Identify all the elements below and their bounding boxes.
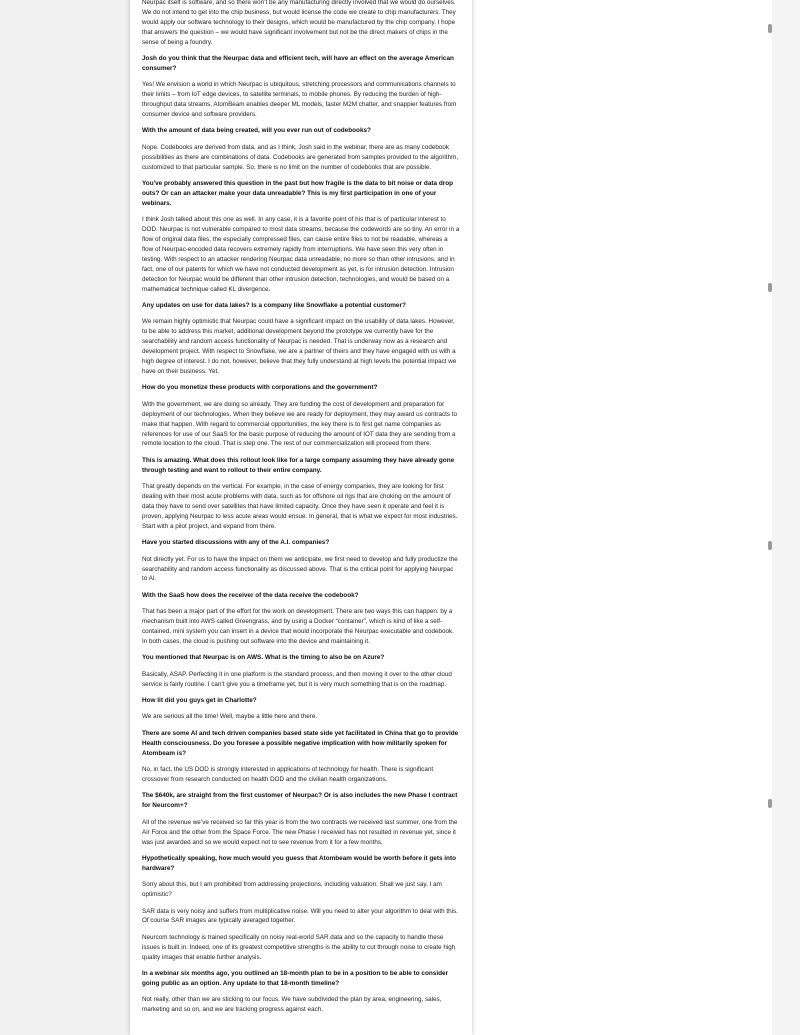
answer-paragraph: Yes! We envision a world in which Neurpac is ubiquitous, stretching processors and communications channels to their limits – from IoT edge devices, to satellite terminals, to mobile phones. By reducing the burden of high-throughput data streams, AtomBeam enables deeper ML models, faster M2M chatter, and snappier features from consumer device and software providers.	[142, 81, 457, 119]
answer-paragraph: We remain highly optimistic that Neurpac could have a significant impact on the usability of data lakes. However, to be able to address this market, additional development beyond the prototype we currently have for the searchability and random access functionality of Neurpac is needed. That is underway now as a research and development project. With respect to Snowflake, we are a partner of theirs and they have engaged with us with a high degree of interest. I do not, however, believe that they fully understand at high levels the potential impact we have on their business. Yet.	[142, 318, 457, 375]
question-heading: How do you monetize these products with corporations and the government?	[142, 384, 378, 392]
answer-paragraph: Basically, ASAP. Perfecting it in one platform is the standard process, and then moving it over to the other cloud service is fairly routine. I can’t give you a timeframe yet, but it is very much something that is on the roadmap.	[142, 670, 452, 688]
answer-paragraph: Neurpac itself is software, and so there won’t be any manufacturing directly involved that we would do ourselves. We do not intend to get into the chip business, but would license the code we create to chip manufacturers. They would apply our software technology to their designs, which would be manufactured by the chip company. I hope that answers the question – we would have significant involvement but not be the direct makers of chips in the sense of being a foundry.	[142, 0, 456, 46]
answer-paragraph: With the government, we are doing so already. They are funding the cost of development and preparation for deployment of our technologies. When they believe we are ready for deployment, they may award us contracts to make that happen. With regard to commercial opportunities, the key there is to first get name companies as references for use of our SaaS for the basic purpose of reducing the amount of IOT data they are sending from a remote location to the cloud. That is step one. The rest of our commercialization will proceed from there.	[142, 400, 458, 448]
answer-paragraph: Nope. Codebooks are derived from data, and as I think, Josh said in the webinar, there are as many codebook possibilities as there are combinations of data. Codebooks are generated from samples provided to the algorithm, customized to that particular sample. So, there is no limit on the number of codebooks that are possible.	[142, 143, 459, 171]
question-heading: Hypothetically speaking, how much would you guess that Atombeam would be worth before it gets into hardware?	[142, 854, 456, 872]
answer-paragraph: Not directly yet. For us to have the impact on them we anticipate, we first need to develop and fully productize the searchability and random access functionality as discussed above. That is the critical point for applying Neurpac to AI.	[142, 555, 458, 583]
scroll-marker[interactable]	[768, 799, 772, 808]
question-heading: In a webinar six months ago, you outlined an 18-month plan to be in a position to be able to consider going public as an option. Any update to that 18-month timeline?	[142, 970, 449, 987]
question-heading: There are some AI and tech driven companies based state side yet facilitated in China that go to provide Health consciousness. Do you foresee a possible negative implication with how militarily spoken for Atombeam is?	[142, 729, 459, 757]
question-heading: How lit did you guys get in Charlotte?	[142, 697, 257, 705]
answer-paragraph: I think Josh talked about this one as well. In any case, it is a favorite point of his that is of particular interest to DOD. Neurpac is not vulnerable compared to most data streams, because the codewords are so tiny. An error in a flow of original data files, the especially compressed files, can cause entire files to not be readable, whereas a flow of Neurpac-encoded data recovers extremely rapidly from interruptions. We have seen this very often in testing. With respect to an attacker rendering Neurpac data unreadable, no more so than other intrusions, and in fact, one of our patents for which we have not conducted development as yet, is for intrusion detection. Intrusion detection for Neurpac would be different than other intrusion detection, technologies, and would be based on a mathematical technique called KL divergence.	[142, 216, 460, 293]
answer-paragraph: We are serious all the time! Well, maybe a little here and there.	[142, 713, 318, 721]
question-heading: Josh do you think that the Neurpac data and efficient tech, will have an effect on the average American consumer?	[142, 55, 454, 72]
answer-paragraph: Not really, other than we are sticking to our focus. We have subdivided the plan by area, engineering, sales, marketing and so on, and we are tracking progress against each.	[142, 996, 442, 1014]
answer-paragraph: SAR data is very noisy and suffers from multiplicative noise. Will you need to alter your algorithm to deal with this. Of course SAR images are typically averaged together.	[142, 907, 458, 925]
question-heading: Any updates on use for data lakes? Is a company like Snowflake a potential customer?	[142, 302, 406, 310]
scrollbar-track[interactable]	[772, 0, 800, 1035]
scroll-marker[interactable]	[768, 283, 772, 292]
document-page	[130, 0, 472, 1035]
answer-paragraph: Sorry about this, but I am prohibited from addressing projections, including valuation. Shall we just say, I am optimistic?	[142, 881, 442, 899]
answer-paragraph: That has been a major part of the effort for the work on development. There are two ways this can happen: by a mechanism built into AWS called Greengrass, and by using a Docker “container”, which is kind of like a self-contained, mini system you can insert in a device that would incorporate the Neurpac executable and codebook. In both cases, the cloud is pushing out software into the device and maintaining it.	[142, 608, 454, 645]
scroll-marker[interactable]	[768, 541, 772, 550]
answer-paragraph: That greatly depends on the vertical. For example, in the case of energy companies, they are looking for first dealing with their most acute problems with data, such as for offshore oil rigs that are choking on the amount of data they have to send over satellites that have limited capacity. Once they have seen it operate and feel it is proven, applying Neurpac to less acute areas would ensue. In general, that is what we expect for most industries. Start with a pilot project, and expand from there.	[142, 483, 458, 530]
answer-paragraph: Neurcom technology is trained specifically on noisy real-world SAR data and so the capacity to handle these issues is built in. Indeed, one of its greatest competitive strengths is the ability to cut through noise to create high quality images that enable further analysis.	[142, 933, 456, 961]
answer-paragraph: All of the revenue we’ve received so far this year is from the two contracts we received last summer, one from the Air Force and the other from the Space Force. The new Phase I received has not resulted in revenue yet, since it was just awarded and so we would expect not to see revenue from it for a few months.	[142, 818, 458, 846]
question-heading: This is amazing. What does this rollout look like for a large company assuming they have already gone through testing and want to rollout to their entire company.	[142, 456, 455, 474]
viewer-margin	[472, 0, 772, 1035]
question-heading: You've probably answered this question in the past but how fragile is the data to bit noise or data drop outs? Or can an attacker make your data unreadable? This is my first participation in one of your webinars.	[142, 180, 454, 207]
question-heading: Have you started discussions with any of the A.I. companies?	[142, 539, 330, 547]
scroll-marker[interactable]	[768, 24, 772, 33]
answer-paragraph: No, in fact, the US DOD is strongly interested in applications of technology for health. There is significant crossover from research conducted on health DOD and the civilian health organizations.	[142, 766, 434, 783]
question-heading: With the amount of data being created, will you ever run out of codebooks?	[142, 127, 371, 135]
question-heading: The $640k, are straight from the first customer of Neurpac? Or is also includes the new Phase I contract for Neurcom+?	[142, 792, 458, 810]
question-heading: You mentioned that Neurpac is on AWS. What is the timing to also be on Azure?	[142, 654, 385, 662]
question-heading: With the SaaS how does the receiver of the data receive the codebook?	[142, 591, 359, 599]
